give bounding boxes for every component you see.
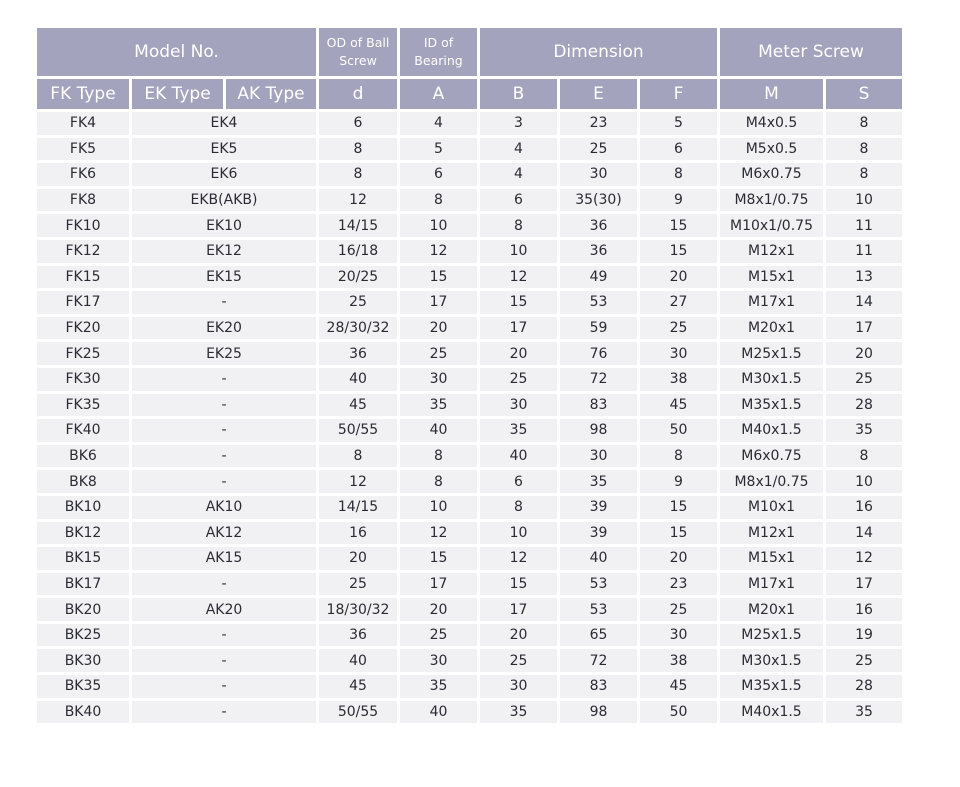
cell-ek-ak-type: AK10 [132, 496, 316, 519]
subheader-e: E [560, 79, 637, 109]
cell-d: 16 [319, 522, 397, 545]
cell-e: 30 [560, 163, 637, 186]
cell-d: 25 [319, 291, 397, 314]
cell-b: 35 [480, 701, 557, 724]
cell-ek-ak-type: EK15 [132, 266, 316, 289]
subheader-s: S [826, 79, 902, 109]
cell-m: M6x0.75 [720, 445, 823, 468]
subheader-ak-type: AK Type [226, 79, 316, 109]
table-row [37, 112, 902, 135]
cell-b: 15 [480, 291, 557, 314]
cell-d: 8 [319, 445, 397, 468]
cell-m: M25x1.5 [720, 624, 823, 647]
cell-s: 35 [826, 419, 902, 442]
cell-b: 6 [480, 470, 557, 493]
cell-b: 25 [480, 649, 557, 672]
cell-s: 8 [826, 112, 902, 135]
cell-a: 30 [400, 649, 477, 672]
cell-b: 15 [480, 573, 557, 596]
cell-d: 12 [319, 470, 397, 493]
cell-d: 14/15 [319, 214, 397, 237]
cell-b: 20 [480, 342, 557, 365]
cell-ek-ak-type: - [132, 368, 316, 391]
cell-e: 53 [560, 598, 637, 621]
cell-f: 15 [640, 522, 717, 545]
table-row [37, 649, 902, 672]
cell-a: 12 [400, 240, 477, 263]
cell-ek-ak-type: AK15 [132, 547, 316, 570]
cell-s: 10 [826, 470, 902, 493]
cell-f: 50 [640, 419, 717, 442]
cell-ek-ak-type: EK10 [132, 214, 316, 237]
table-row [37, 291, 902, 314]
cell-fk-type: BK40 [37, 701, 129, 724]
cell-ek-ak-type: EK6 [132, 163, 316, 186]
cell-s: 16 [826, 598, 902, 621]
cell-a: 15 [400, 266, 477, 289]
cell-a: 4 [400, 112, 477, 135]
subheader-m: M [720, 79, 823, 109]
cell-a: 25 [400, 624, 477, 647]
cell-m: M12x1 [720, 522, 823, 545]
cell-s: 11 [826, 240, 902, 263]
cell-d: 36 [319, 342, 397, 365]
cell-f: 8 [640, 163, 717, 186]
cell-e: 39 [560, 522, 637, 545]
cell-f: 15 [640, 496, 717, 519]
cell-m: M17x1 [720, 291, 823, 314]
cell-a: 17 [400, 291, 477, 314]
table-row [37, 624, 902, 647]
cell-ek-ak-type: - [132, 649, 316, 672]
table-row [37, 317, 902, 340]
cell-d: 40 [319, 649, 397, 672]
cell-ek-ak-type: EK20 [132, 317, 316, 340]
cell-f: 9 [640, 470, 717, 493]
subheader-fk-type: FK Type [37, 79, 129, 109]
cell-s: 14 [826, 522, 902, 545]
cell-b: 10 [480, 240, 557, 263]
cell-m: M8x1/0.75 [720, 470, 823, 493]
cell-f: 20 [640, 547, 717, 570]
cell-s: 8 [826, 163, 902, 186]
header-od-line2: Screw [339, 53, 377, 68]
cell-s: 28 [826, 675, 902, 698]
cell-ek-ak-type: AK12 [132, 522, 316, 545]
cell-a: 40 [400, 701, 477, 724]
cell-e: 30 [560, 445, 637, 468]
cell-ek-ak-type: EK12 [132, 240, 316, 263]
cell-e: 35 [560, 470, 637, 493]
cell-a: 12 [400, 522, 477, 545]
cell-e: 76 [560, 342, 637, 365]
cell-a: 30 [400, 368, 477, 391]
cell-e: 49 [560, 266, 637, 289]
subheader-f: F [640, 79, 717, 109]
cell-f: 6 [640, 138, 717, 161]
cell-e: 72 [560, 649, 637, 672]
cell-d: 36 [319, 624, 397, 647]
cell-f: 38 [640, 649, 717, 672]
cell-e: 53 [560, 291, 637, 314]
cell-a: 8 [400, 470, 477, 493]
cell-b: 10 [480, 522, 557, 545]
cell-d: 20 [319, 547, 397, 570]
cell-ek-ak-type: - [132, 291, 316, 314]
cell-f: 15 [640, 240, 717, 263]
header-id-line2: Bearing [414, 53, 463, 68]
cell-fk-type: BK25 [37, 624, 129, 647]
cell-m: M15x1 [720, 266, 823, 289]
cell-m: M6x0.75 [720, 163, 823, 186]
table-row [37, 470, 902, 493]
cell-fk-type: FK15 [37, 266, 129, 289]
cell-m: M35x1.5 [720, 394, 823, 417]
cell-fk-type: FK25 [37, 342, 129, 365]
cell-f: 38 [640, 368, 717, 391]
cell-a: 17 [400, 573, 477, 596]
cell-s: 28 [826, 394, 902, 417]
cell-d: 12 [319, 189, 397, 212]
cell-m: M30x1.5 [720, 368, 823, 391]
cell-a: 35 [400, 394, 477, 417]
cell-m: M5x0.5 [720, 138, 823, 161]
cell-fk-type: BK35 [37, 675, 129, 698]
table-row [37, 138, 902, 161]
cell-e: 35(30) [560, 189, 637, 212]
header-id-line1: ID of [423, 35, 454, 50]
cell-f: 5 [640, 112, 717, 135]
header-group-row [37, 28, 902, 76]
cell-a: 6 [400, 163, 477, 186]
cell-s: 11 [826, 214, 902, 237]
table-row [37, 368, 902, 391]
cell-a: 15 [400, 547, 477, 570]
cell-s: 10 [826, 189, 902, 212]
cell-d: 45 [319, 675, 397, 698]
cell-d: 50/55 [319, 701, 397, 724]
cell-a: 10 [400, 496, 477, 519]
cell-fk-type: BK8 [37, 470, 129, 493]
cell-fk-type: BK20 [37, 598, 129, 621]
cell-e: 83 [560, 394, 637, 417]
cell-f: 25 [640, 317, 717, 340]
cell-f: 8 [640, 445, 717, 468]
table-row [37, 419, 902, 442]
cell-b: 25 [480, 368, 557, 391]
cell-a: 20 [400, 317, 477, 340]
cell-ek-ak-type: EKB(AKB) [132, 189, 316, 212]
cell-a: 25 [400, 342, 477, 365]
cell-fk-type: FK12 [37, 240, 129, 263]
cell-d: 16/18 [319, 240, 397, 263]
header-sub-row [37, 79, 902, 109]
table-row [37, 598, 902, 621]
cell-d: 20/25 [319, 266, 397, 289]
cell-d: 40 [319, 368, 397, 391]
table-row [37, 573, 902, 596]
cell-b: 8 [480, 496, 557, 519]
cell-ek-ak-type: EK5 [132, 138, 316, 161]
cell-fk-type: FK20 [37, 317, 129, 340]
header-od-line1: OD of Ball [326, 35, 390, 50]
cell-ek-ak-type: - [132, 470, 316, 493]
cell-e: 72 [560, 368, 637, 391]
cell-fk-type: BK30 [37, 649, 129, 672]
cell-a: 8 [400, 189, 477, 212]
spec-table [34, 25, 905, 726]
cell-fk-type: FK30 [37, 368, 129, 391]
cell-b: 30 [480, 394, 557, 417]
cell-ek-ak-type: - [132, 701, 316, 724]
cell-e: 36 [560, 214, 637, 237]
cell-s: 17 [826, 573, 902, 596]
table-row [37, 266, 902, 289]
table-row [37, 189, 902, 212]
cell-fk-type: FK4 [37, 112, 129, 135]
table-row [37, 342, 902, 365]
cell-m: M20x1 [720, 598, 823, 621]
cell-ek-ak-type: EK4 [132, 112, 316, 135]
cell-a: 35 [400, 675, 477, 698]
cell-fk-type: BK15 [37, 547, 129, 570]
cell-b: 4 [480, 138, 557, 161]
cell-m: M25x1.5 [720, 342, 823, 365]
cell-m: M15x1 [720, 547, 823, 570]
cell-d: 6 [319, 112, 397, 135]
cell-e: 59 [560, 317, 637, 340]
cell-s: 25 [826, 649, 902, 672]
cell-a: 10 [400, 214, 477, 237]
table-row [37, 496, 902, 519]
cell-ek-ak-type: - [132, 394, 316, 417]
cell-ek-ak-type: - [132, 675, 316, 698]
cell-s: 17 [826, 317, 902, 340]
cell-b: 12 [480, 266, 557, 289]
table-row [37, 445, 902, 468]
cell-ek-ak-type: - [132, 624, 316, 647]
cell-s: 8 [826, 445, 902, 468]
header-od-of-ball-screw [319, 28, 397, 76]
cell-b: 4 [480, 163, 557, 186]
cell-e: 39 [560, 496, 637, 519]
cell-fk-type: BK10 [37, 496, 129, 519]
cell-b: 35 [480, 419, 557, 442]
cell-a: 20 [400, 598, 477, 621]
cell-a: 5 [400, 138, 477, 161]
table-row [37, 240, 902, 263]
cell-d: 45 [319, 394, 397, 417]
cell-f: 20 [640, 266, 717, 289]
cell-m: M20x1 [720, 317, 823, 340]
cell-b: 12 [480, 547, 557, 570]
cell-fk-type: FK35 [37, 394, 129, 417]
cell-fk-type: FK40 [37, 419, 129, 442]
cell-fk-type: FK6 [37, 163, 129, 186]
cell-d: 18/30/32 [319, 598, 397, 621]
cell-e: 40 [560, 547, 637, 570]
cell-e: 25 [560, 138, 637, 161]
cell-d: 28/30/32 [319, 317, 397, 340]
cell-s: 12 [826, 547, 902, 570]
cell-e: 83 [560, 675, 637, 698]
cell-m: M40x1.5 [720, 701, 823, 724]
cell-d: 8 [319, 138, 397, 161]
cell-m: M40x1.5 [720, 419, 823, 442]
table-body [37, 112, 902, 723]
table-row [37, 522, 902, 545]
cell-a: 40 [400, 419, 477, 442]
table-row [37, 214, 902, 237]
cell-ek-ak-type: AK20 [132, 598, 316, 621]
cell-fk-type: BK12 [37, 522, 129, 545]
cell-s: 14 [826, 291, 902, 314]
cell-f: 15 [640, 214, 717, 237]
cell-m: M35x1.5 [720, 675, 823, 698]
cell-b: 8 [480, 214, 557, 237]
cell-ek-ak-type: - [132, 445, 316, 468]
cell-m: M30x1.5 [720, 649, 823, 672]
cell-ek-ak-type: - [132, 419, 316, 442]
cell-f: 9 [640, 189, 717, 212]
subheader-d: d [319, 79, 397, 109]
cell-e: 98 [560, 419, 637, 442]
subheader-a: A [400, 79, 477, 109]
subheader-ek-type: EK Type [132, 79, 223, 109]
cell-f: 45 [640, 394, 717, 417]
subheader-b: B [480, 79, 557, 109]
cell-f: 30 [640, 624, 717, 647]
table-row [37, 163, 902, 186]
header-dimension: Dimension [480, 28, 717, 76]
cell-d: 25 [319, 573, 397, 596]
cell-fk-type: FK8 [37, 189, 129, 212]
cell-m: M12x1 [720, 240, 823, 263]
cell-f: 27 [640, 291, 717, 314]
cell-e: 53 [560, 573, 637, 596]
cell-b: 30 [480, 675, 557, 698]
cell-s: 8 [826, 138, 902, 161]
cell-m: M10x1 [720, 496, 823, 519]
cell-s: 16 [826, 496, 902, 519]
cell-d: 14/15 [319, 496, 397, 519]
table-row [37, 675, 902, 698]
cell-f: 30 [640, 342, 717, 365]
cell-d: 8 [319, 163, 397, 186]
cell-s: 25 [826, 368, 902, 391]
cell-e: 98 [560, 701, 637, 724]
cell-b: 17 [480, 598, 557, 621]
cell-m: M8x1/0.75 [720, 189, 823, 212]
cell-a: 8 [400, 445, 477, 468]
cell-fk-type: FK17 [37, 291, 129, 314]
cell-m: M17x1 [720, 573, 823, 596]
cell-f: 25 [640, 598, 717, 621]
cell-e: 65 [560, 624, 637, 647]
cell-ek-ak-type: EK25 [132, 342, 316, 365]
table-row [37, 547, 902, 570]
cell-s: 20 [826, 342, 902, 365]
cell-fk-type: BK17 [37, 573, 129, 596]
table-row [37, 394, 902, 417]
cell-fk-type: FK10 [37, 214, 129, 237]
header-model-no: Model No. [37, 28, 316, 76]
cell-m: M10x1/0.75 [720, 214, 823, 237]
cell-fk-type: FK5 [37, 138, 129, 161]
cell-ek-ak-type: - [132, 573, 316, 596]
cell-s: 19 [826, 624, 902, 647]
cell-m: M4x0.5 [720, 112, 823, 135]
cell-f: 50 [640, 701, 717, 724]
table-row [37, 701, 902, 724]
cell-b: 20 [480, 624, 557, 647]
cell-b: 6 [480, 189, 557, 212]
cell-b: 40 [480, 445, 557, 468]
cell-s: 13 [826, 266, 902, 289]
cell-b: 17 [480, 317, 557, 340]
cell-e: 36 [560, 240, 637, 263]
header-meter-screw: Meter Screw [720, 28, 902, 76]
cell-d: 50/55 [319, 419, 397, 442]
cell-e: 23 [560, 112, 637, 135]
cell-f: 23 [640, 573, 717, 596]
cell-fk-type: BK6 [37, 445, 129, 468]
cell-b: 3 [480, 112, 557, 135]
cell-f: 45 [640, 675, 717, 698]
cell-s: 35 [826, 701, 902, 724]
header-id-of-bearing [400, 28, 477, 76]
